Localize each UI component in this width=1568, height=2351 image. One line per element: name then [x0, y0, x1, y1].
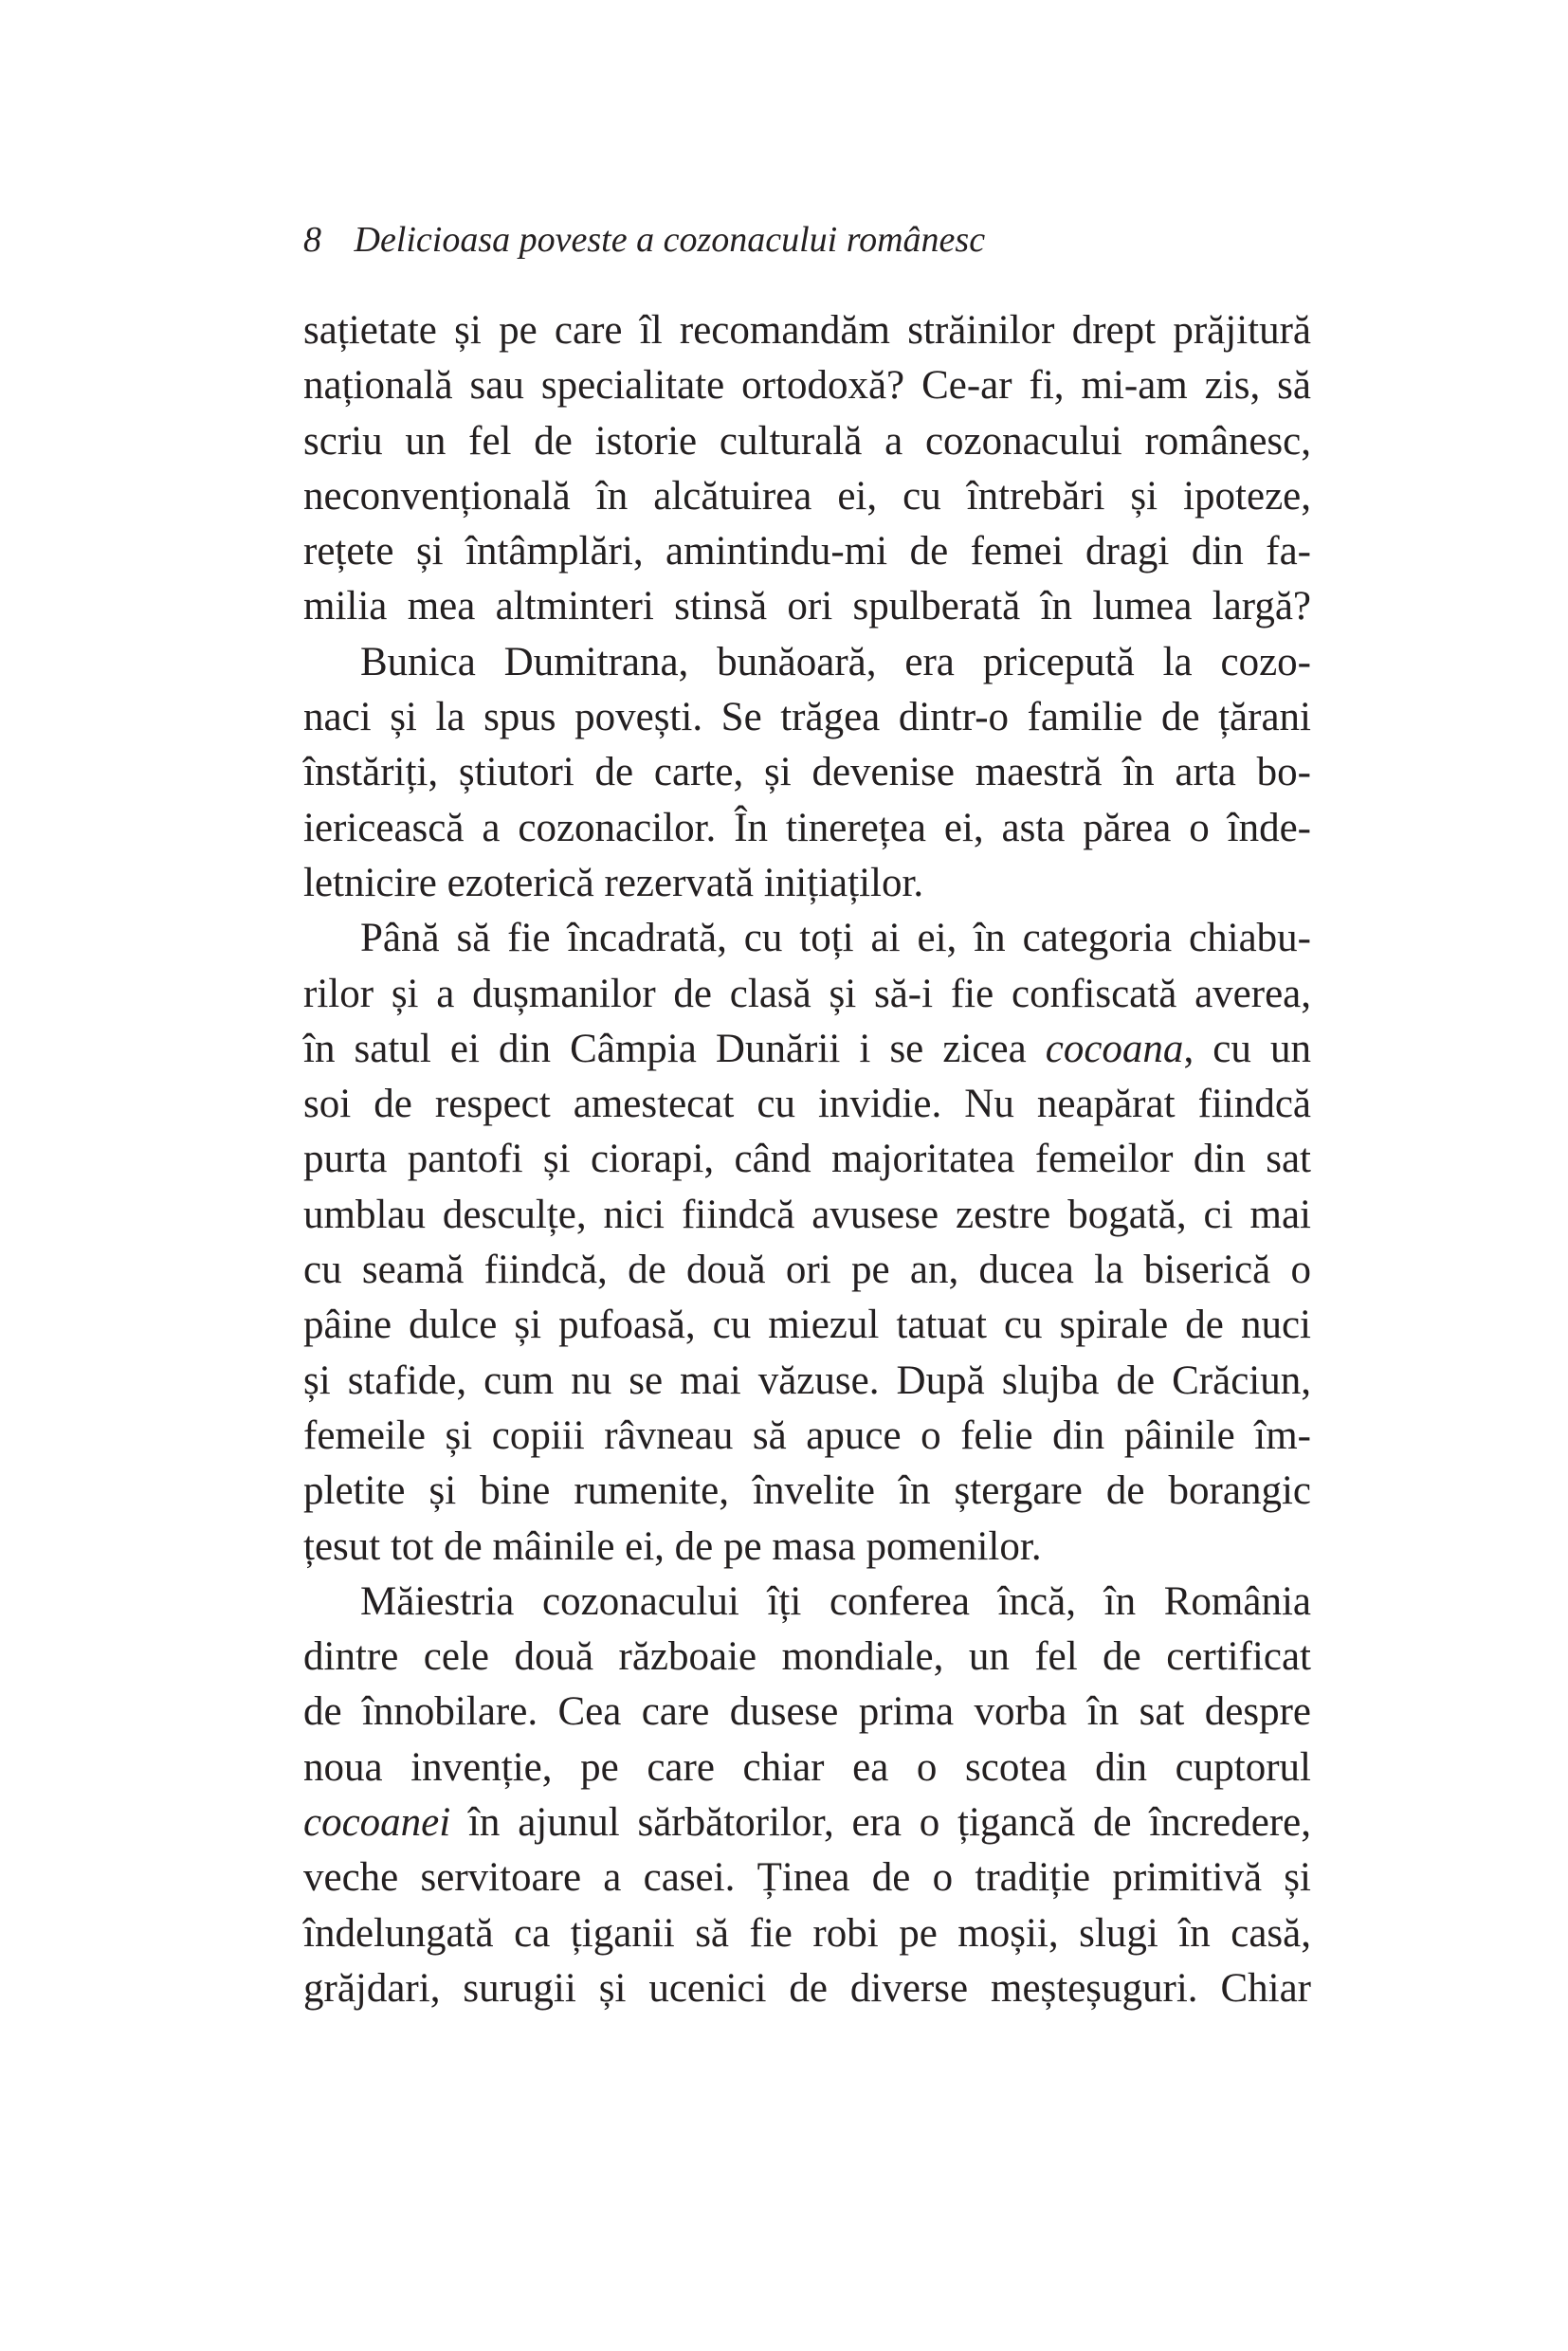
text-line: națională sau specialitate ortodoxă? Ce-ar fi, mi-am zis, să [303, 363, 1311, 409]
text-line: Până să fie încadrată, cu toți ai ei, în categoria chiabu- [360, 916, 1311, 961]
text-line: țesut tot de mâinile ei, de pe masa pomenilor. [303, 1523, 1042, 1569]
text-line: letnicire ezoterică rezervată inițiaților. [303, 860, 924, 905]
text-line: purta pantofi și ciorapi, când majoritatea femeilor din sat [303, 1137, 1311, 1182]
body-text [303, 303, 1311, 2016]
text-line: îndelungată ca țiganii să fie robi pe moșii, slugi în casă, [303, 1910, 1311, 1956]
italic-term: cocoanei [303, 1800, 451, 1846]
paragraph-1 [303, 303, 1311, 635]
text-line: sațietate și pe care îl recomandăm străinilor drept prăjitură [303, 308, 1311, 353]
text-line: iericească a cozonacilor. În tinerețea ei, asta părea o înde- [303, 805, 1311, 850]
text-segment: în ajunul sărbătorilor, era o țigancă de încredere, [450, 1800, 1311, 1846]
text-line: înstăriți, știutori de carte, și devenise maestră în arta bo- [303, 750, 1311, 795]
text-line: Măiestria cozonacului îți conferea încă, în România [360, 1578, 1311, 1624]
text-line: și stafide, cum nu se mai văzuse. După slujba de Crăciun, [303, 1358, 1311, 1403]
text-line: cu seamă fiindcă, de două ori pe an, ducea la biserică o [303, 1248, 1311, 1293]
text-line-with-italic [303, 1022, 1311, 1077]
running-head-title: Delicioasa poveste a cozonacului românesc [354, 220, 986, 260]
text-line: soi de respect amestecat cu invidie. Nu neapărat fiindcă [303, 1082, 1311, 1127]
text-line: veche servitoare a casei. Ținea de o tradiție primitivă și [303, 1855, 1311, 1901]
text-line: umblau desculțe, nici fiindcă avusese zestre bogată, ci mai [303, 1192, 1311, 1237]
paragraph-4 [303, 1575, 1311, 2016]
paragraph-2 [303, 635, 1311, 911]
text-segment: în satul ei din Câmpia Dunării i se zicea [303, 1026, 1046, 1071]
text-line: rețete și întâmplări, amintindu-mi de femei dragi din fa- [303, 529, 1311, 574]
text-line: noua invenție, pe care chiar ea o scotea din cuptorul [303, 1744, 1311, 1790]
page-number: 8 [303, 220, 321, 260]
text-line: milia mea altminteri stinsă ori spulberată în lumea largă? [303, 584, 1311, 629]
text-line: dintre cele două războaie mondiale, un fel de certificat [303, 1634, 1311, 1680]
text-segment: , cu un [1183, 1026, 1311, 1071]
text-line: grăjdari, surugii și ucenici de diverse meșteșuguri. Chiar [303, 1965, 1311, 2011]
text-line: pletite și bine rumenite, învelite în ștergare de borangic [303, 1468, 1311, 1514]
text-line: rilor și a dușmanilor de clasă și să-i fie confiscată averea, [303, 971, 1311, 1016]
text-line: naci și la spus povești. Se trăgea dintr-o familie de țărani [303, 695, 1311, 740]
text-line: femeile și copiii râvneau să apuce o felie din pâinile îm- [303, 1412, 1311, 1458]
italic-term: cocoana [1045, 1026, 1184, 1071]
paragraph-3 [303, 911, 1311, 1575]
text-line: scriu un fel de istorie culturală a cozonacului românesc, [303, 418, 1311, 464]
text-line: pâine dulce și pufoasă, cu miezul tatuat cu spirale de nuci [303, 1303, 1311, 1348]
running-head [303, 216, 1311, 264]
text-line: neconvențională în alcătuirea ei, cu întrebări și ipoteze, [303, 473, 1311, 519]
text-line: de înnobilare. Cea care dusese prima vorba în sat despre [303, 1689, 1311, 1735]
text-line: Bunica Dumitrana, bunăoară, era pricepută la cozo- [360, 639, 1311, 684]
text-line-with-italic [303, 1795, 1311, 1850]
